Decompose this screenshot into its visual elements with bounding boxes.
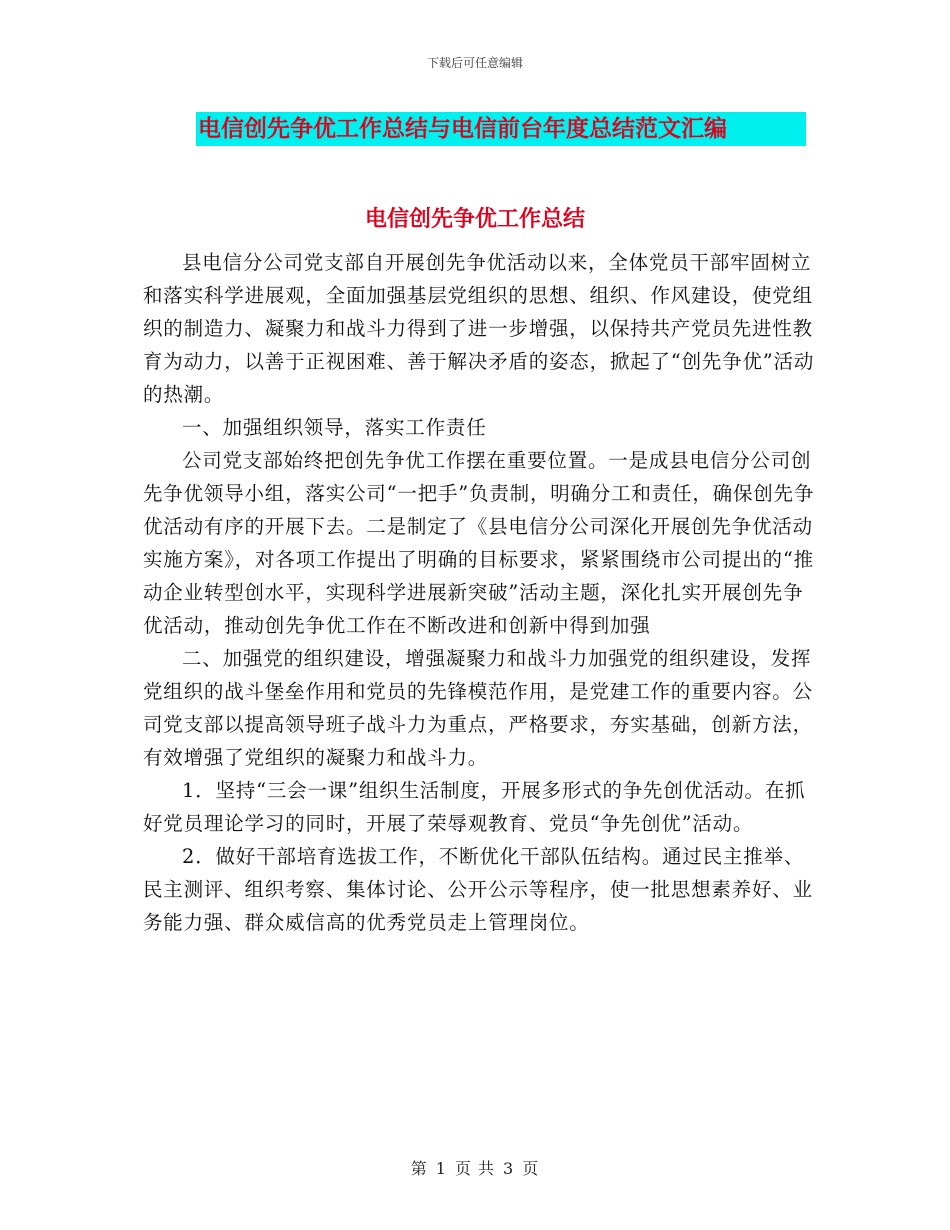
document-title: 电信创先争优工作总结与电信前台年度总结范文汇编	[196, 112, 806, 146]
header-note: 下载后可任意编辑	[426, 56, 523, 70]
footer-suffix: 页	[522, 1159, 540, 1178]
paragraph-intro: 县电信分公司党支部自开展创先争优活动以来，全体党员干部牢固树立和落实科学进展观，全面加强基层党组织的思想、组织、作风建设，使党组织的制造力、凝聚力和战斗力得到了进一步增强，以保持共产党员先进性教育为动力，以善于正视困难、善于解决矛盾的姿态，掀起了“创先争优”活动的热潮。	[143, 251, 815, 406]
footer-prefix: 第	[410, 1159, 428, 1178]
paragraph-leadership: 公司党支部始终把创先争优工作摆在重要位置。一是成县电信分公司创先争优领导小组，落实公司“一把手”负责制，明确分工和责任，确保创先争优活动有序的开展下去。二是制定了《县电信分公司深化开展创先争优活动实施方案》，对各项工作提出了明确的目标要求，紧紧围绕市公司提出的“推动企业转型创水平，实现科学进展新突破”活动主题，深化扎实开展创先争优活动，推动创先争优工作在不断改进和创新中得到加强	[143, 449, 815, 637]
paragraph-heading-1: 一、加强组织领导，落实工作责任	[182, 416, 487, 439]
paragraph-heading-2: 二、加强党的组织建设，增强凝聚力和战斗力加强党的组织建设，发挥党组织的战斗堡垒作用和党员的先锋模范作用，是党建工作的重要内容。公司党支部以提高领导班子战斗力为重点，严格要求，夯实基础，创新方法，有效增强了党组织的凝聚力和战斗力。	[143, 647, 813, 769]
section-title: 电信创先争优工作总结	[364, 207, 585, 232]
footer-page-number: 1	[435, 1159, 447, 1178]
paragraph-item-2: 2．做好干部培育选拔工作，不断优化干部队伍结构。通过民主推举、民主测评、组织考察、集体讨论、公开公示等程序，使一批思想素养好、业务能力强、群众威信高的优秀党员走上管理岗位。	[143, 845, 813, 934]
page-footer	[0, 1156, 950, 1179]
paragraph-item-1: 1．坚持“三会一课”组织生活制度，开展多形式的争先创优活动。在抓好党员理论学习的同时，开展了荣辱观教育、党员“争先创优”活动。	[143, 779, 806, 835]
footer-mid: 页 共	[454, 1159, 496, 1178]
footer-total-pages: 3	[503, 1159, 515, 1178]
document-body	[143, 246, 823, 939]
